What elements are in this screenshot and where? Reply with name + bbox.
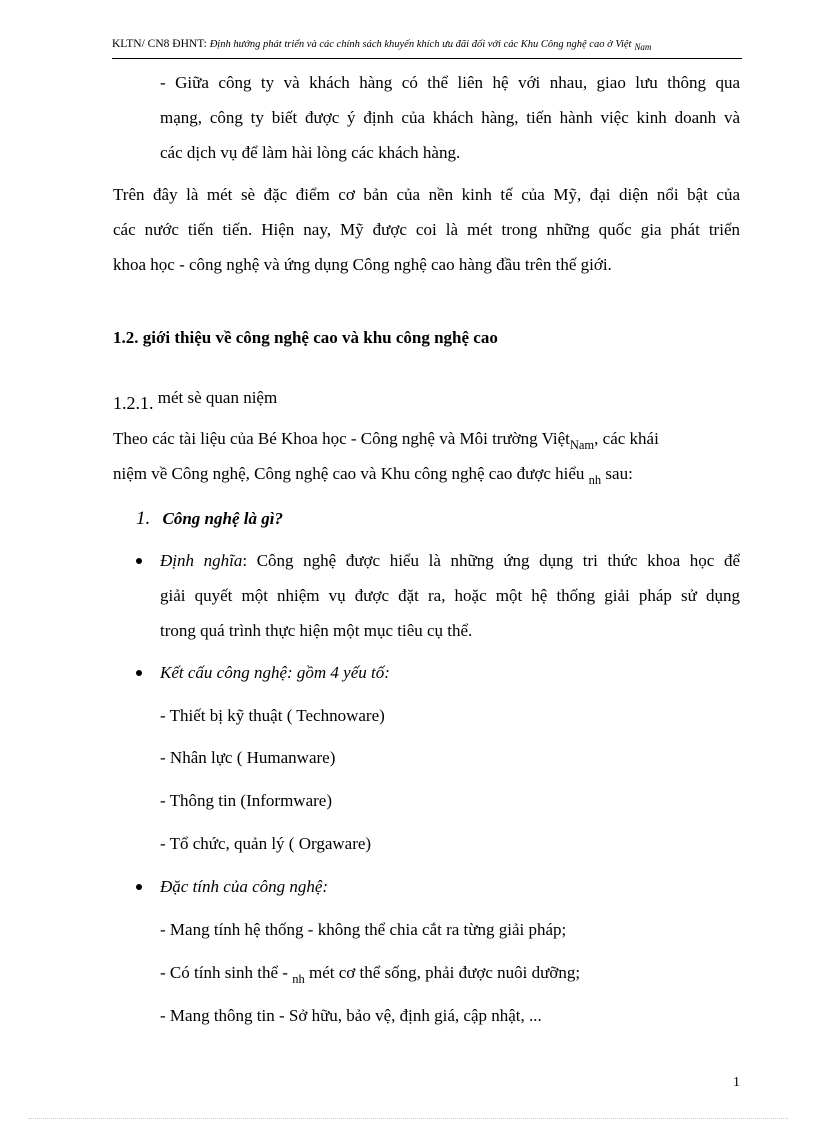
running-header — [112, 38, 742, 59]
definition-label: Định nghĩa — [160, 551, 243, 570]
characteristic-item-1: - Mang tính hệ thống - không thể chia cắt ra từng giải pháp; — [160, 920, 567, 939]
characteristics-label: Đặc tính của công nghệ: — [160, 877, 329, 896]
item-1-heading — [136, 509, 283, 528]
characteristic-item-2-end: mét cơ thể sống, phải được nuôi dưỡng; — [308, 963, 581, 982]
subsection-title: mét sè quan niệm — [157, 388, 278, 407]
definition-line-2: giải quyết một nhiệm vụ được đặt ra, hoặc một hệ thống giải pháp sử dụng — [160, 586, 740, 605]
bullet-characteristics — [136, 884, 142, 890]
bullet-structure — [136, 670, 142, 676]
p3-line-2-end: sau: — [605, 464, 633, 483]
p3-line-2-sub: nh — [588, 473, 602, 487]
header-lead: KLTN/ CN8 ĐHNT: — [112, 38, 207, 50]
item-1-title: Công nghệ là gì? — [162, 509, 283, 528]
subsection-number: 1.2.1. — [113, 393, 154, 413]
page-bottom-divider — [28, 1118, 788, 1119]
p3-line-1-end: , các khái — [594, 429, 659, 448]
header-tail: Nam — [634, 42, 652, 52]
structure-item: - Thông tin (Informware) — [160, 791, 332, 810]
subsection-heading — [113, 389, 277, 412]
bullet-definition — [136, 558, 142, 564]
p2-line-3: khoa học - công nghệ và ứng dụng Công nghệ cao hàng đầu trên thế giới. — [113, 255, 612, 274]
characteristic-item-3: - Mang thông tin - Sở hữu, bảo vệ, định giá, cập nhật, ... — [160, 1006, 542, 1025]
p1-line-2: mạng, công ty biết được ý định của khách hàng, tiến hành việc kinh doanh và — [160, 108, 740, 127]
characteristic-item-2-sub: nh — [292, 972, 305, 986]
p2-line-2: các nước tiến tiến. Hiện nay, Mỹ được coi là mét trong những quốc gia phát triển — [113, 220, 740, 239]
p3-line-1 — [113, 430, 740, 452]
structure-item: - Tổ chức, quản lý ( Orgaware) — [160, 834, 372, 853]
definition-line-1 — [160, 552, 740, 569]
characteristic-item-2 — [160, 964, 580, 986]
item-1-number: 1. — [136, 508, 151, 529]
p3-line-2-text: niệm về Công nghệ, Công nghệ cao và Khu công nghệ cao được hiểu — [113, 464, 585, 483]
p3-line-1-text: Theo các tài liệu của Bé Khoa học - Công nghệ và Môi trường Việt — [113, 429, 570, 448]
structure-item: - Nhân lực ( Humanware) — [160, 748, 336, 767]
p1-line-1: - Giữa công ty và khách hàng có thể liên hệ với nhau, giao lưu thông qua — [160, 73, 740, 92]
p2-line-1: Trên đây là mét sè đặc điểm cơ bản của nền kinh tế của Mỹ, đại diện nổi bật của — [113, 185, 740, 204]
definition-text: : Công nghệ được hiểu là những ứng dụng tri thức khoa học để — [242, 551, 740, 570]
header-title: Định hướng phát triển và các chính sách khuyến khích ưu đãi đối với các Khu Công nghệ cao ở Việt — [209, 39, 632, 50]
p3-line-2 — [113, 465, 633, 487]
section-heading: 1.2. giới thiệu về công nghệ cao và khu công nghệ cao — [113, 328, 498, 347]
definition-line-3: trong quá trình thực hiện một mục tiêu cụ thể. — [160, 621, 473, 640]
characteristic-item-2-text: - Có tính sinh thể - — [160, 963, 288, 982]
p3-line-1-sub: Nam — [569, 438, 595, 452]
structure-label: Kết cấu công nghệ: gồm 4 yếu tố: — [160, 663, 390, 682]
structure-item: - Thiết bị kỹ thuật ( Technoware) — [160, 706, 385, 725]
p1-line-3: các dịch vụ để làm hài lòng các khách hàng. — [160, 143, 461, 162]
page-number: 1 — [733, 1075, 740, 1090]
